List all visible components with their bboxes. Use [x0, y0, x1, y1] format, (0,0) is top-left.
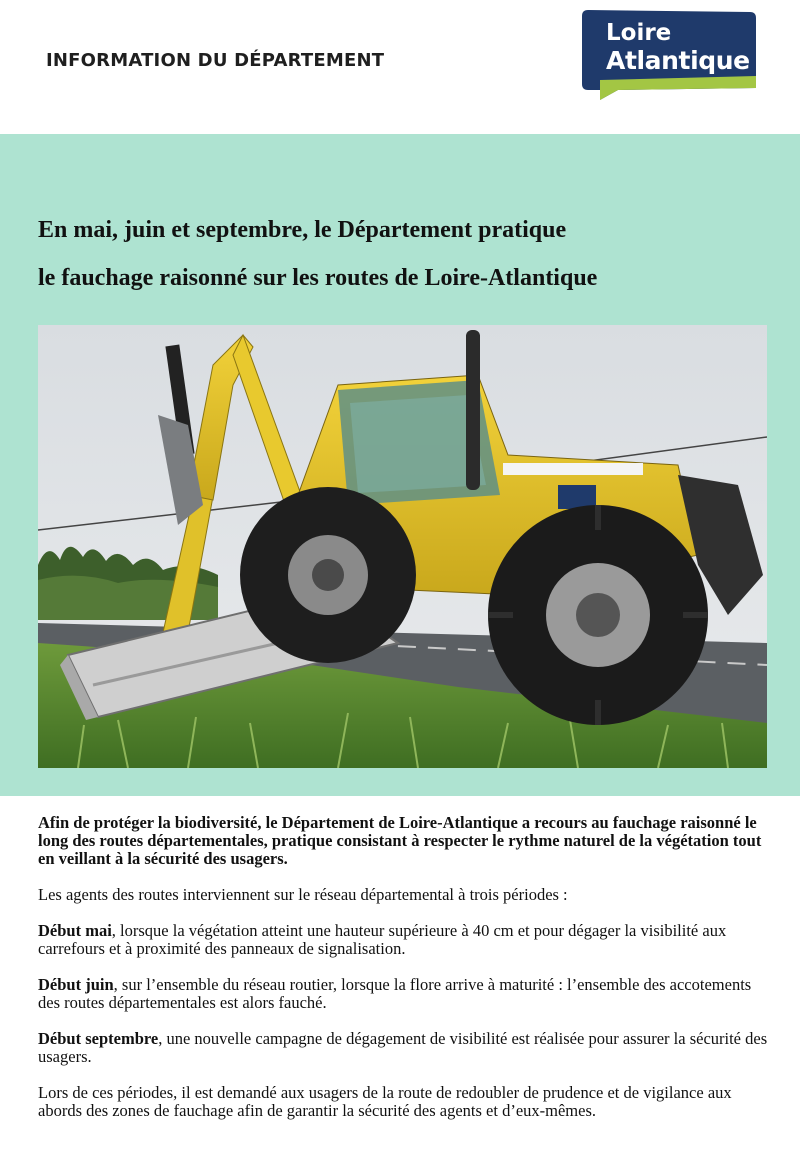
- headline-line-1: En mai, juin et septembre, le Département pratique: [38, 217, 567, 243]
- period-september-title: Début septembre: [38, 1029, 159, 1048]
- intro-paragraph: Les agents des routes interviennent sur le réseau départemental à trois périodes :: [38, 885, 568, 904]
- period-june-text: , sur l’ensemble du réseau routier, lorsque la flore arrive à maturité : l’ensemble des accotements des routes départementales est alors fauché.: [38, 975, 752, 1012]
- period-september-text: , une nouvelle campagne de dégagement de visibilité est réalisée pour assurer la sécurité des usagers.: [38, 1029, 768, 1066]
- period-june-title: Début juin: [38, 975, 114, 994]
- loire-atlantique-logo: [578, 8, 758, 102]
- period-june: [38, 976, 768, 1012]
- headline: [38, 206, 778, 302]
- tractor-photo-illustration: [38, 325, 767, 768]
- tractor-mower-photo: [38, 325, 767, 768]
- period-may-title: Début mai: [38, 921, 112, 940]
- period-may-text: , lorsque la végétation atteint une hauteur supérieure à 40 cm et pour dégager la visibilité aux carrefours et à proximité des panneaux de signalisation.: [38, 921, 727, 958]
- logo-text-loire: Loire: [606, 20, 672, 46]
- period-may: [38, 922, 768, 958]
- logo-text-atlantique: Atlantique: [606, 46, 750, 75]
- article-body: [38, 814, 768, 1138]
- closing-paragraph: Lors de ces périodes, il est demandé aux usagers de la route de redoubler de prudence et de vigilance aux abords des zones de fauchage afin de garantir la sécurité des agents et d’eux-mêmes.: [38, 1083, 732, 1120]
- period-september: [38, 1030, 768, 1066]
- lead-paragraph: Afin de protéger la biodiversité, le Département de Loire-Atlantique a recours au fauchage raisonné le long des routes départementales, pratique consistant à respecter le rythme naturel de la végétation tout en veillant à la sécurité des usagers.: [38, 813, 762, 868]
- headline-line-2: le fauchage raisonné sur les routes de Loire-Atlantique: [38, 265, 598, 291]
- speech-bubble-notch-icon: [612, 130, 662, 170]
- department-info-label: INFORMATION DU DÉPARTEMENT: [46, 50, 385, 71]
